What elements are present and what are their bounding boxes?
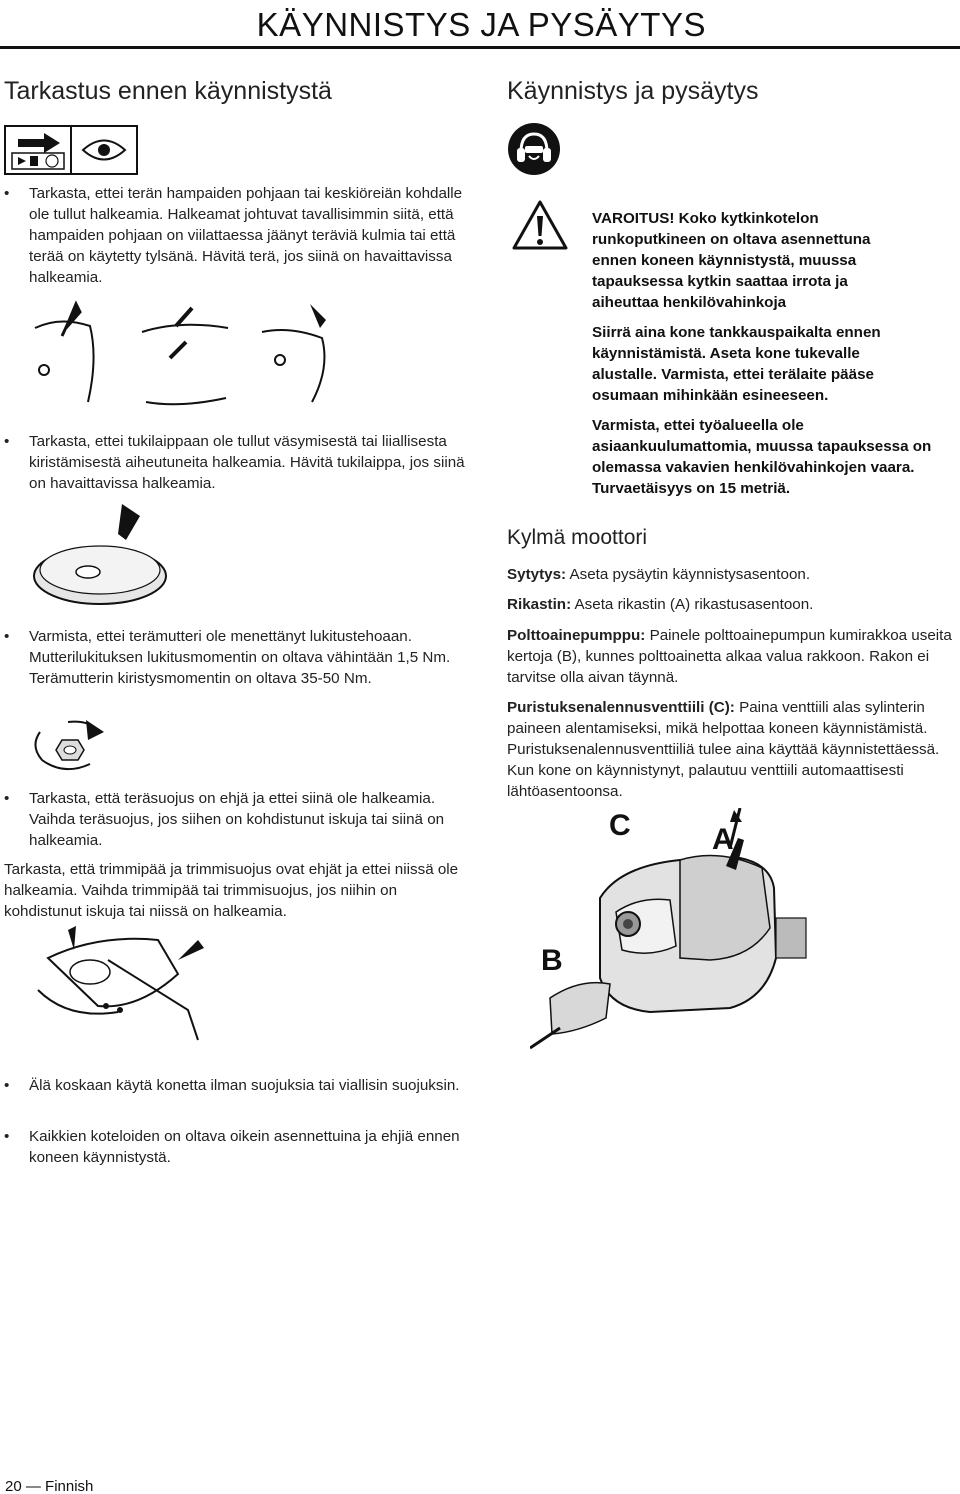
list-item: • Tarkasta, ettei terän hampaiden pohjaan tai keskiöreiän kohdalle ole tullut halkeamia. Halkeamat johtuvat tavallisimmin siitä, että hampaiden pohjaan on viilattaessa jäänyt teräviä kulmia tai että terää on käytetty tylsänä. Hävitä terä, jos siinä on havaittavissa halkeamia. <box>29 183 474 288</box>
page-title: KÄYNNISTYS JA PYSÄYTYS <box>256 6 706 43</box>
list-item: • Tarkasta, ettei tukilaippaan ole tullut väsymisestä tai liiallisesta kiristämisestä aiheutuneita halkeamia. Hävitä tukilaippa, jos siinä on havaittavissa halkeamia. <box>29 431 469 494</box>
list-item: • Älä koskaan käytä konetta ilman suojuksia tai viallisin suojuksin. <box>29 1075 469 1096</box>
fuel-pump-text: Painele polttoainepumpun kumirakkoa useita kertoja (B), kunnes polttoainetta alkaa valua rakkoon. Rakon ei tarvitse olla aivan täynnä. <box>507 627 952 686</box>
list-item: • Tarkasta, että teräsuojus on ehjä ja ettei siinä ole halkeamia. Vaihda teräsuojus, jos siihen on kohdistunut iskuja tai siinä on halkeamia. <box>29 788 469 851</box>
header-rule <box>0 46 960 49</box>
page-footer <box>5 1478 93 1494</box>
choke-label: Rikastin: <box>507 596 572 613</box>
fuel-pump-label: Polttoainepumppu: <box>507 627 646 644</box>
ignition-text: Aseta pysäytin käynnistysasentoon. <box>566 566 811 583</box>
trimmer-head-illustration <box>28 920 228 1060</box>
ear-eye-protection-icon <box>507 122 561 176</box>
trimmer-paragraph: Tarkasta, että trimmipää ja trimmisuojus ovat ehjät ja ettei niissä ole halkeamia. Vaihda trimmipää tai trimmisuojus, jos niihin on kohdistunut iskuja tai niissä on halkeamia. <box>4 861 459 920</box>
figure-label-a: A <box>712 823 734 856</box>
list-item: • Varmista, ettei terämutteri ole menettänyt lukitustehoaan. Mutterilukituksen lukitusmomentin on oltava vähintään 1,5 Nm. Terämutterin kiristysmomentin on oltava 35-50 Nm. <box>29 626 469 689</box>
support-flange-illustration <box>30 498 175 608</box>
ignition-label: Sytytys: <box>507 566 567 583</box>
arrow-stop-icon <box>4 125 138 175</box>
choke-text: Aseta rikastin (A) rikastusasentoon. <box>571 596 814 613</box>
decompression-text: Paina venttiili alas sylinterin paineen alentamiseksi, mikä helpottaa koneen käynnistämistä. Puristuksenalennusventtiiliä tulee aina käyttää käynnistettäessä. Kun kone on käynnistynyt, palautuu venttiili automaattisesti lähtöasentoonsa. <box>507 699 940 800</box>
right-section-heading: Käynnistys ja pysäytys <box>507 77 759 105</box>
figure-label-b: B <box>541 944 563 977</box>
list-item: • Kaikkien koteloiden on oltava oikein asennettuina ja ehjiä ennen koneen käynnistystä. <box>29 1126 469 1168</box>
decompression-paragraph <box>507 697 947 802</box>
footer-language: Finnish <box>45 1478 94 1494</box>
ignition-paragraph <box>507 564 952 585</box>
decompression-label: Puristuksenalennusventtiili (C): <box>507 699 735 716</box>
fuel-pump-paragraph <box>507 625 952 688</box>
blade-crack-illustration <box>30 298 350 408</box>
choke-paragraph <box>507 594 952 615</box>
footer-dash: — <box>25 1478 41 1494</box>
figure-label-c: C <box>609 809 631 842</box>
warning-text-2: Siirrä aina kone tankkauspaikalta ennen käynnistämistä. Aseta kone tukevalle alustalle. Varmista, ettei terälaite pääse osumaan mihinkään esineeseen. <box>592 324 881 404</box>
page-number: 20 <box>5 1478 22 1494</box>
warning-text-1: VAROITUS! Koko kytkinkotelon runkoputkineen on oltava asennettuna ennen koneen käynnistystä, muussa tapauksessa kytkin saattaa irrota ja aiheuttaa henkilövahinkoja <box>592 210 871 311</box>
warning-triangle-icon <box>512 200 568 250</box>
warning-text-3: Varmista, ettei työalueella ole asiaankuulumattomia, muussa tapauksessa on olemassa vakavien henkilövahinkojen vaara. Turvaetäisyys on 15 metriä. <box>592 417 932 497</box>
left-section-heading: Tarkastus ennen käynnistystä <box>4 77 332 105</box>
cold-engine-heading: Kylmä moottori <box>507 526 648 549</box>
blade-nut-illustration <box>28 716 108 776</box>
engine-illustration <box>530 808 860 1053</box>
